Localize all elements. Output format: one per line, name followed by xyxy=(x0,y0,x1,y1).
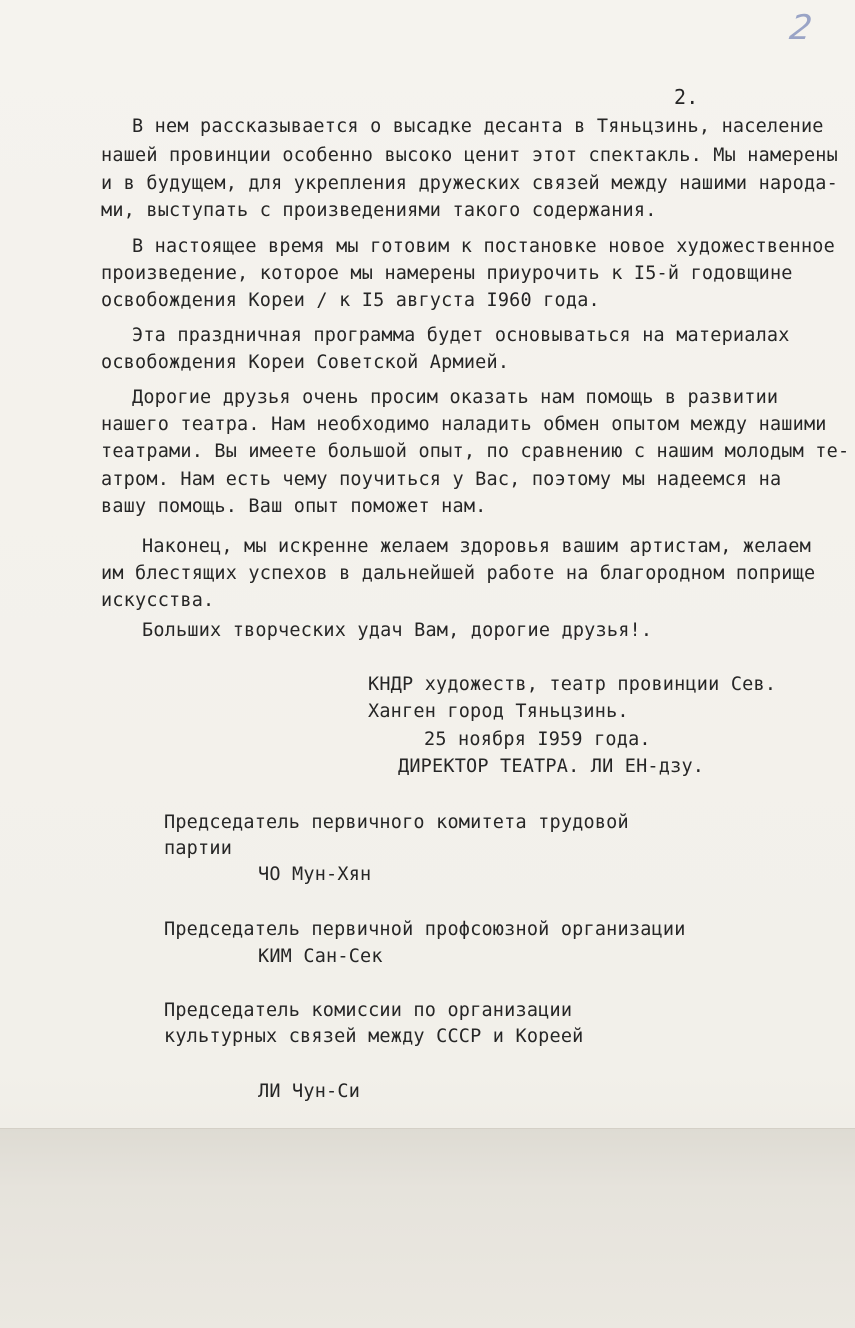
paragraph-line: театрами. Вы имеете большой опыт, по сравнению с нашим молодым те- xyxy=(101,441,850,462)
paragraph-line: освобождения Кореи / к I5 августа I960 года. xyxy=(101,290,600,311)
paragraph-line: В нем рассказывается о высадке десанта в Тяньцзинь, население xyxy=(132,116,824,137)
org-line: Ханген город Тяньцзинь. xyxy=(368,701,629,722)
org-line: КНДР художеств, театр провинции Сев. xyxy=(368,674,777,695)
signatory-title: Председатель первичного комитета трудовой xyxy=(164,812,629,833)
paragraph-line: Наконец, мы искренне желаем здоровья вашим артистам, желаем xyxy=(142,536,811,557)
paragraph-line: атром. Нам есть чему поучиться у Вас, поэтому мы надеемся на xyxy=(101,469,782,490)
paragraph-line: ми, выступать с произведениями такого содержания. xyxy=(101,200,657,221)
paragraph-line: нашей провинции особенно высоко ценит этот спектакль. Мы намерены xyxy=(101,145,838,166)
signatory-title: культурных связей между СССР и Кореей xyxy=(164,1026,584,1047)
paragraph-line: нашего театра. Нам необходимо наладить обмен опытом между нашими xyxy=(101,414,827,435)
paragraph-line: освобождения Кореи Советской Армией. xyxy=(101,352,510,373)
page-number: 2. xyxy=(674,85,699,109)
signatory-title: партии xyxy=(164,838,233,859)
paragraph-line: и в будущем, для укрепления дружеских связей между нашими народа- xyxy=(101,173,838,194)
signatory-name: КИМ Сан-Сек xyxy=(258,946,383,967)
paper-fold xyxy=(0,1128,855,1328)
signatory-name: ЧО Мун-Хян xyxy=(258,864,372,885)
signatory-title: Председатель первичной профсоюзной организации xyxy=(164,919,686,940)
paragraph-line: В настоящее время мы готовим к постановке новое художественное xyxy=(132,236,835,257)
signatory-name: ЛИ Чун-Си xyxy=(258,1081,361,1102)
closing-wish: Больших творческих удач Вам, дорогие друзья!. xyxy=(142,620,653,641)
paragraph-line: произведение, которое мы намерены приурочить к I5-й годовщине xyxy=(101,263,793,284)
paragraph-line: Дорогие друзья очень просим оказать нам помощь в развитии xyxy=(132,387,779,408)
letter-date: 25 ноября I959 года. xyxy=(424,729,651,750)
paragraph-line: им блестящих успехов в дальнейшей работе на благородном поприще xyxy=(101,563,816,584)
director-signature: ДИРЕКТОР ТЕАТРА. ЛИ ЕН-дзу. xyxy=(398,756,705,777)
signatory-title: Председатель комиссии по организации xyxy=(164,1000,573,1021)
paragraph-line: Эта праздничная программа будет основываться на материалах xyxy=(132,325,790,346)
paragraph-line: искусства. xyxy=(101,590,215,611)
paragraph-line: вашу помощь. Ваш опыт поможет нам. xyxy=(101,496,487,517)
handwritten-page-mark: 2 xyxy=(787,8,815,48)
